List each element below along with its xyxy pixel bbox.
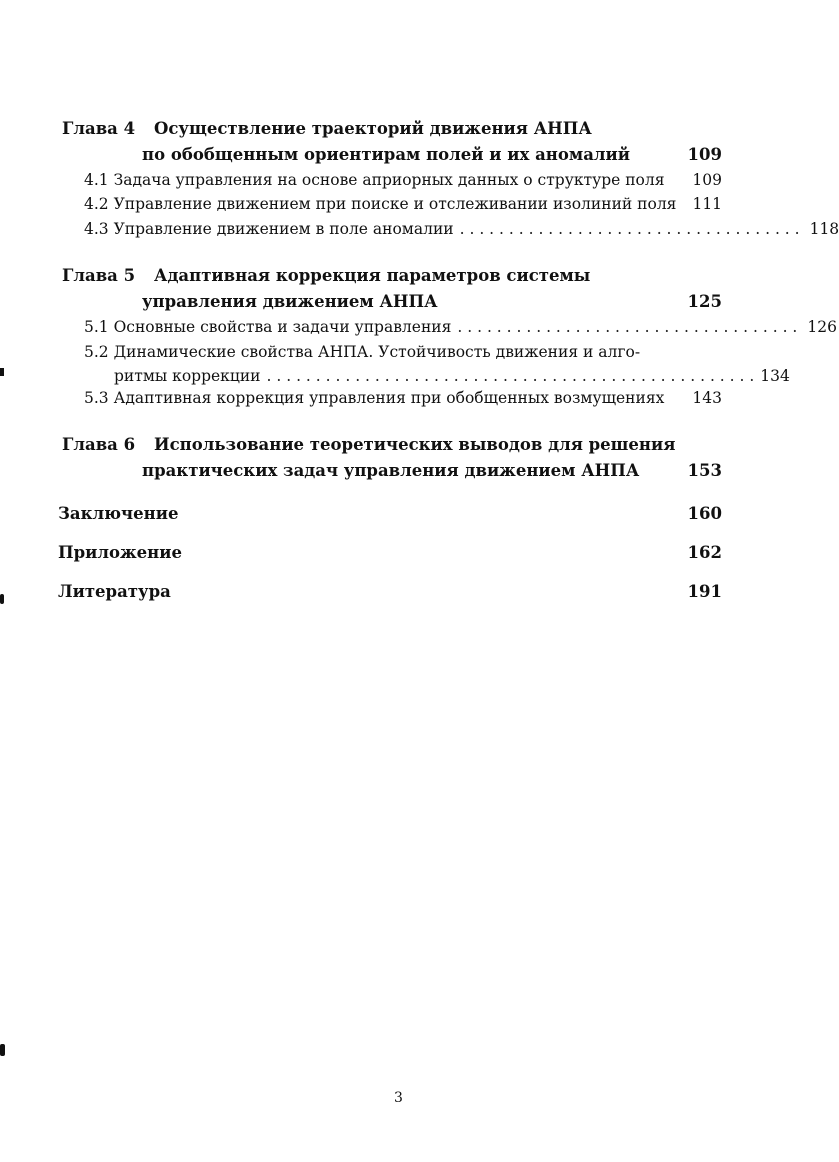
section-title: 5.1 Основные свойства и задачи управления: [84, 318, 452, 336]
leader-dots: [664, 386, 688, 410]
section-title: 4.3 Управление движением в поле аномалии: [84, 220, 454, 238]
leader-dots: . . . . . . . . . . . . . . . . . . . . . . . . . . . . . . . . . . .: [459, 220, 800, 238]
chapter-title-cont: по обобщенным ориентирам полей и их аномалий: [142, 145, 630, 164]
section-page: 109: [692, 171, 722, 189]
section-title: 5.2 Динамические свойства АНПА. Устойчивость движения и алго-: [84, 343, 641, 361]
toc-appendix: [58, 540, 722, 566]
scan-mark: [0, 1044, 5, 1056]
toc-entry: [84, 168, 722, 192]
entry-page: 160: [687, 504, 722, 523]
chapter-page: 153: [687, 461, 722, 480]
page-number: 3: [394, 1090, 403, 1106]
toc-entry: [84, 340, 790, 388]
chapter-title: Использование теоретических выводов для решения: [154, 435, 676, 454]
section-title: 4.1 Задача управления на основе априорных данных о структуре поля: [84, 171, 665, 189]
scan-mark: [0, 368, 4, 376]
section-page: 126: [807, 318, 837, 336]
chapter-title: Осуществление траекторий движения АНПА: [154, 119, 592, 138]
toc-conclusion: [58, 501, 722, 527]
section-title: 5.3 Адаптивная коррекция управления при обобщенных возмущениях: [84, 389, 665, 407]
leader-dots: [676, 192, 688, 216]
entry-page: 162: [687, 543, 722, 562]
section-title: 4.2 Управление движением при поиске и отслеживании изолиний поля: [84, 195, 677, 213]
chapter-title-cont: управления движением АНПА: [142, 292, 438, 311]
toc-entry: [84, 192, 722, 216]
toc-entry: [84, 386, 722, 410]
leader-dots: . . . . . . . . . . . . . . . . . . . . . . . . . . . . . . . . . . . . . . . . . . . . . . . . . .: [266, 367, 755, 385]
toc-entry: [84, 315, 837, 339]
entry-title: Литература: [58, 582, 171, 601]
entry-title: Приложение: [58, 543, 182, 562]
section-page: 134: [760, 367, 790, 385]
scan-mark: [0, 594, 4, 604]
section-page: 143: [692, 389, 722, 407]
chapter-number: Глава 6: [62, 435, 136, 454]
chapter-4: [62, 116, 722, 168]
leader-dots: [665, 168, 689, 192]
chapter-6: [62, 432, 722, 484]
chapter-page: 109: [687, 145, 722, 164]
chapter-number: Глава 4: [62, 119, 136, 138]
toc-entry: [84, 217, 839, 241]
entry-title: Заключение: [58, 504, 179, 523]
chapter-title: Адаптивная коррекция параметров системы: [154, 266, 591, 285]
section-page: 111: [692, 195, 723, 213]
chapter-page: 125: [687, 292, 722, 311]
toc-literature: [58, 579, 722, 605]
section-page: 118: [809, 220, 839, 238]
leader-dots: . . . . . . . . . . . . . . . . . . . . . . . . . . . . . . . . . . .: [457, 318, 798, 336]
section-title-cont: ритмы коррекции: [114, 367, 261, 385]
chapter-5: [62, 263, 722, 315]
chapter-number: Глава 5: [62, 266, 136, 285]
entry-page: 191: [687, 582, 722, 601]
chapter-title-cont: практических задач управления движением АНПА: [142, 461, 640, 480]
